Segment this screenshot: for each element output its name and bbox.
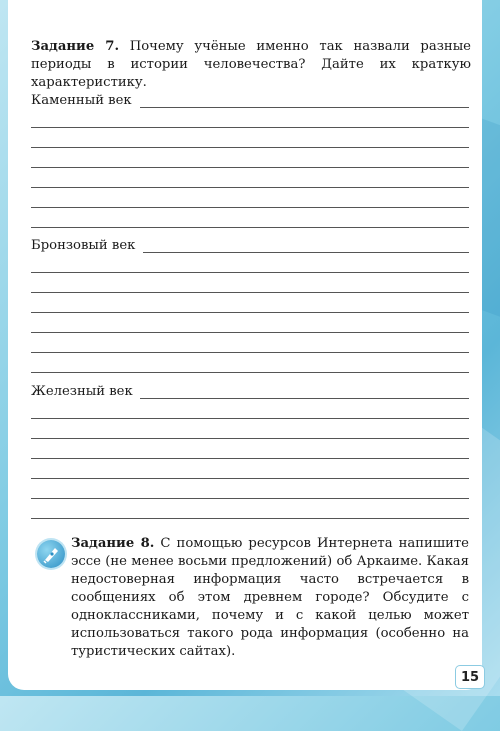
worksheet-page bbox=[8, 0, 482, 690]
task-7-text: Почему учёные именно так назвали разные периоды в истории человечества? Дайте их краткую характеристику. bbox=[31, 39, 471, 90]
task-8 bbox=[71, 535, 469, 661]
page-number: 15 bbox=[456, 666, 484, 688]
answer-line[interactable] bbox=[31, 458, 469, 459]
age-label-stone: Каменный век bbox=[31, 93, 132, 108]
answer-line[interactable] bbox=[31, 187, 469, 188]
answer-line[interactable] bbox=[31, 167, 469, 168]
answer-line[interactable] bbox=[31, 498, 469, 499]
task-8-label: Задание 8. bbox=[71, 536, 155, 551]
answer-line[interactable] bbox=[31, 418, 469, 419]
answer-line[interactable] bbox=[31, 127, 469, 128]
answer-line[interactable] bbox=[31, 478, 469, 479]
answer-line[interactable] bbox=[31, 332, 469, 333]
task-7 bbox=[31, 38, 471, 92]
answer-line[interactable] bbox=[31, 518, 469, 519]
task-7-label: Задание 7. bbox=[31, 39, 120, 54]
answer-line[interactable] bbox=[31, 147, 469, 148]
answer-line[interactable] bbox=[140, 107, 469, 108]
answer-line[interactable] bbox=[31, 272, 469, 273]
answer-line[interactable] bbox=[31, 372, 469, 373]
answer-line[interactable] bbox=[31, 207, 469, 208]
answer-line[interactable] bbox=[140, 398, 469, 399]
age-label-iron: Железный век bbox=[31, 384, 133, 399]
answer-line[interactable] bbox=[31, 438, 469, 439]
answer-line[interactable] bbox=[31, 352, 469, 353]
age-label-bronze: Бронзовый век bbox=[31, 238, 136, 253]
answer-line[interactable] bbox=[143, 252, 469, 253]
answer-line[interactable] bbox=[31, 227, 469, 228]
task-8-text: С помощью ресурсов Интернета напишите эссе (не менее восьми предложений) об Аркаиме. Какая недостоверная информация часто встречается в сообщениях об этом древнем городе? Обсудите с одноклассниками, почему и с какой целью может использоваться такого рода информация (особенно на туристических сайтах). bbox=[71, 536, 469, 659]
answer-line[interactable] bbox=[31, 312, 469, 313]
pen-nib-icon bbox=[37, 540, 65, 568]
answer-line[interactable] bbox=[31, 292, 469, 293]
